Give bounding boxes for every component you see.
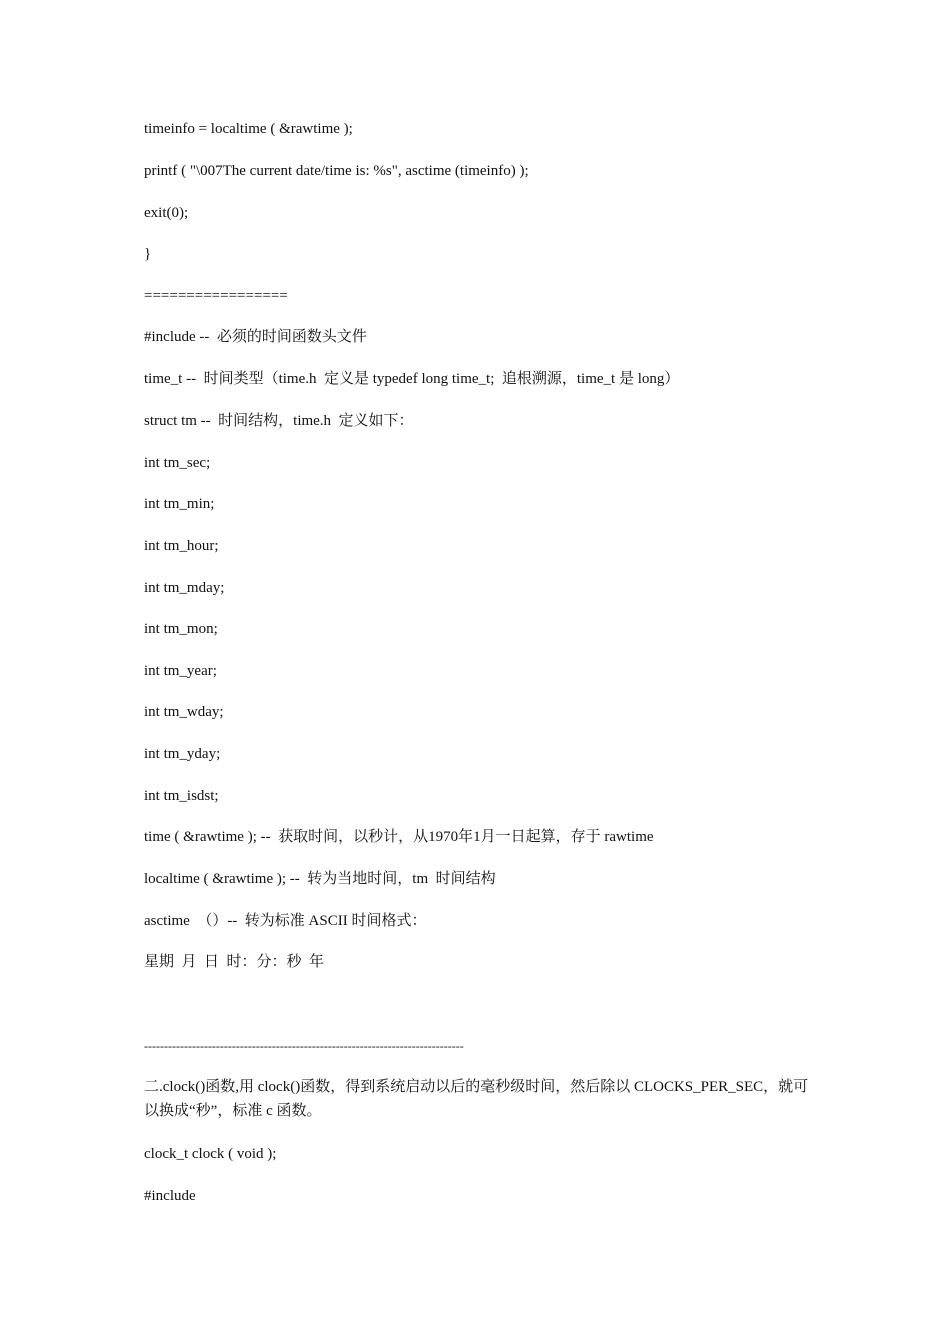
code-line-tm-hour: int tm_hour;: [144, 538, 219, 554]
code-line-tm-sec: int tm_sec;: [144, 455, 211, 471]
code-line-tm-mon: int tm_mon;: [144, 621, 218, 637]
code-line-close-brace: }: [144, 246, 152, 262]
code-line-tm-isdst: int tm_isdst;: [144, 788, 219, 804]
separator-dashes: --------------------------------------------------------------------------------: [144, 1039, 464, 1053]
code-line-tm-yday: int tm_yday;: [144, 746, 221, 762]
text-line-time-rawtime: time ( &rawtime ); -- 获取时间，以秒计，从1970年1月一日起算，存于 rawtime: [144, 829, 654, 845]
paragraph-clock: 二.clock()函数,用 clock()函数，得到系统启动以后的毫秒级时间，然后除以 CLOCKS_PER_SEC，就可以换成“秒”，标准 c 函数。: [144, 1079, 809, 1119]
code-line-tm-min: int tm_min;: [144, 496, 215, 512]
code-line-timeinfo: timeinfo = localtime ( &rawtime );: [144, 121, 353, 137]
text-line-format: 星期 月 日 时：分：秒 年: [144, 954, 325, 970]
code-line-exit: exit(0);: [144, 205, 189, 221]
code-line-tm-mday: int tm_mday;: [144, 580, 225, 596]
code-line-tm-wday: int tm_wday;: [144, 704, 224, 720]
code-line-printf: printf ( "\007The current date/time is: %s", asctime (timeinfo) );: [144, 163, 529, 179]
text-line-asctime: asctime （）-- 转为标准 ASCII 时间格式：: [144, 913, 427, 929]
code-line-tm-year: int tm_year;: [144, 663, 217, 679]
text-line-localtime: localtime ( &rawtime ); -- 转为当地时间，tm 时间结构: [144, 871, 496, 887]
text-line-struct-tm: struct tm -- 时间结构，time.h 定义如下：: [144, 413, 414, 429]
code-line-include-2: #include: [144, 1188, 196, 1204]
text-line-include: #include -- 必须的时间函数头文件: [144, 329, 367, 345]
code-line-clock-t: clock_t clock ( void );: [144, 1146, 277, 1162]
text-line-time-t: time_t -- 时间类型（time.h 定义是 typedef long time_t; 追根溯源，time_t 是 long）: [144, 371, 680, 387]
section-divider-equals: =================: [144, 288, 288, 304]
